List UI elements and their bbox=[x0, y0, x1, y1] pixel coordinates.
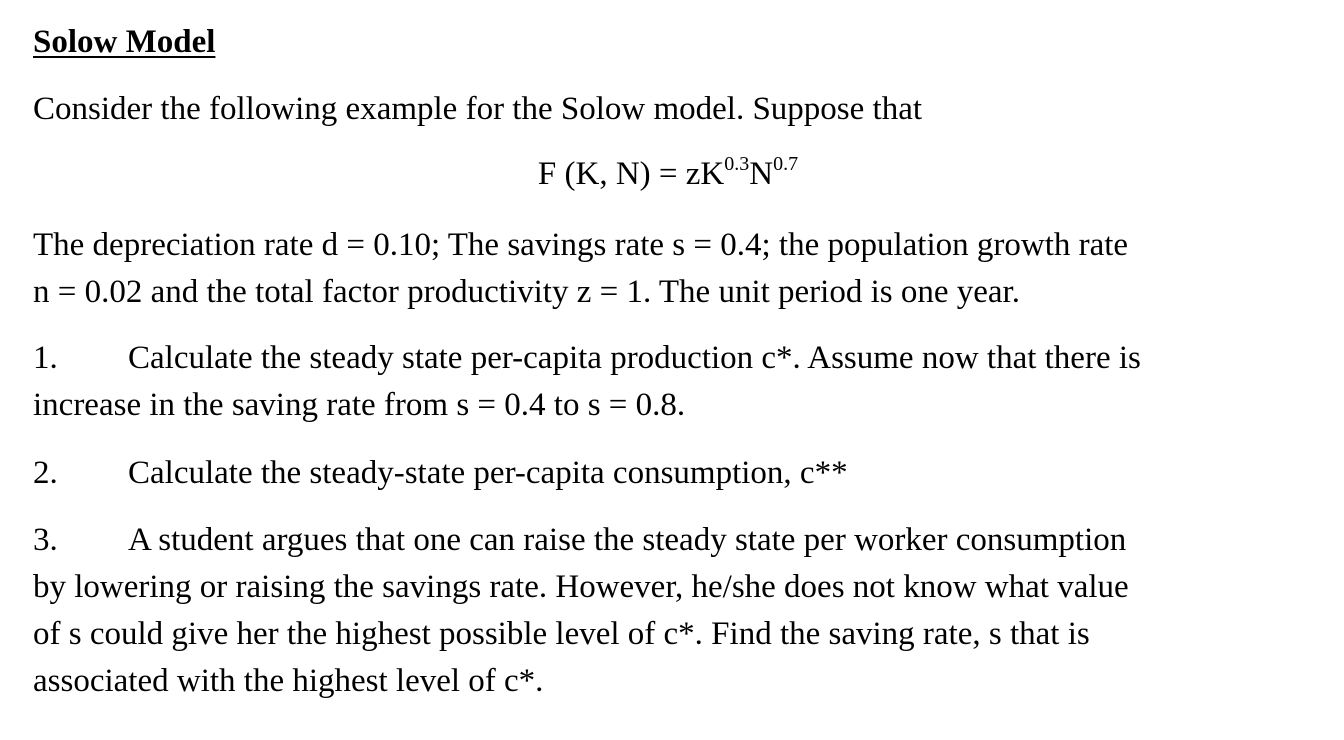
question-text-line: associated with the highest level of c*. bbox=[33, 663, 544, 699]
question-number: 3. bbox=[33, 522, 58, 558]
question-1 bbox=[33, 335, 1141, 429]
question-text-line: A student argues that one can raise the steady state per worker consumption bbox=[128, 522, 1127, 558]
question-text-line: by lowering or raising the savings rate. However, he/she does not know what value bbox=[33, 569, 1129, 605]
question-2 bbox=[33, 450, 848, 497]
question-text-line: of s could give her the highest possible level of c*. Find the saving rate, s that is bbox=[33, 616, 1090, 652]
question-text-line: Calculate the steady state per-capita production c*. Assume now that there is bbox=[128, 340, 1141, 376]
intro-paragraph: Consider the following example for the Solow model. Suppose that bbox=[33, 91, 923, 127]
question-number: 2. bbox=[33, 455, 58, 491]
parameters-line-2: n = 0.02 and the total factor productivity z = 1. The unit period is one year. bbox=[33, 274, 1020, 310]
equation-base-n: N bbox=[749, 156, 774, 192]
equation-exponent-k: 0.3 bbox=[724, 153, 750, 175]
parameters-paragraph bbox=[33, 222, 1128, 316]
question-text-line: increase in the saving rate from s = 0.4 to s = 0.8. bbox=[33, 387, 686, 423]
parameters-line-1: The depreciation rate d = 0.10; The savings rate s = 0.4; the population growth rate bbox=[33, 227, 1129, 263]
question-number: 1. bbox=[33, 340, 58, 376]
production-function-equation bbox=[33, 152, 1303, 196]
question-3 bbox=[33, 517, 1129, 705]
question-text-line: Calculate the steady-state per-capita consumption, c** bbox=[128, 455, 848, 491]
equation-lhs: F (K, N) = zK bbox=[537, 156, 725, 192]
document-title: Solow Model bbox=[33, 24, 216, 60]
equation-exponent-n: 0.7 bbox=[773, 153, 799, 175]
